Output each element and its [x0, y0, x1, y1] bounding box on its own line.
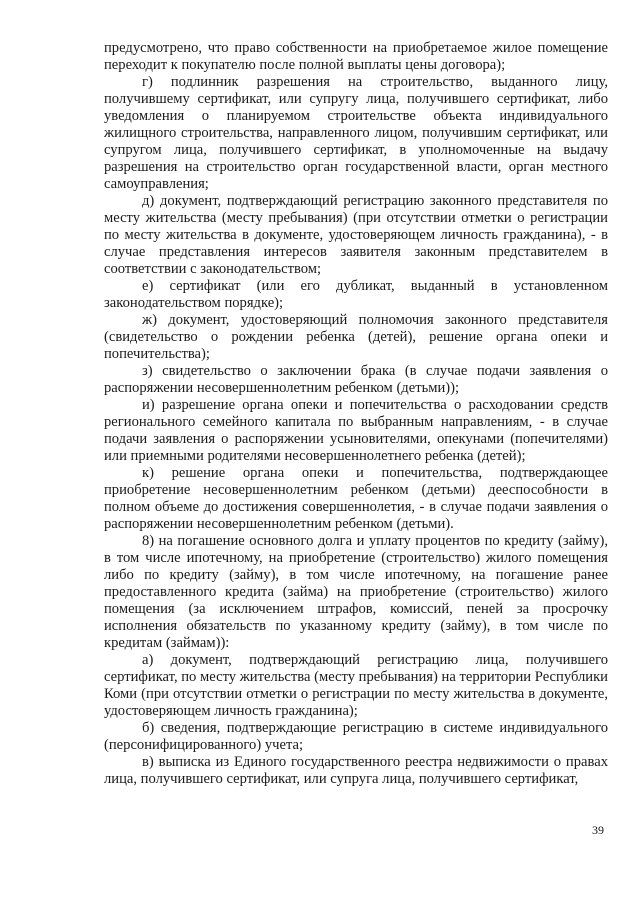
paragraph-item-d: д) документ, подтверждающий регистрацию законного представителя по месту жительства (месту пребывания) (при отсутствии отметки о регистрации по месту жительства в документе, удостоверяющем личность гражданина), - в случае представления интересов заявителя законным представителем в соответствии с законодательством; [104, 193, 608, 277]
document-page [104, 40, 608, 788]
paragraph-item-b: б) сведения, подтверждающие регистрацию в системе индивидуального (персонифицированного) учета; [104, 720, 608, 753]
paragraph-item-z: з) свидетельство о заключении брака (в случае подачи заявления о распоряжении несовершеннолетним ребенком (детьми)); [104, 363, 608, 396]
paragraph-item-k: к) решение органа опеки и попечительства, подтверждающее приобретение несовершеннолетним ребенком (детьми) дееспособности в полном объеме до достижения совершеннолетия, - в случае подачи заявления о распоряжении несовершеннолетним ребенком (детьми). [104, 465, 608, 532]
paragraph-item-i: и) разрешение органа опеки и попечительства о расходовании средств регионального семейного капитала по выбранным направлениям, - в случае подачи заявления о распоряжении усыновителями, опекунами (попечителями) или приемными родителями несовершеннолетнего ребенка (детей); [104, 397, 608, 464]
paragraph-item-8: 8) на погашение основного долга и уплату процентов по кредиту (займу), в том числе ипотечному, на приобретение (строительство) жилого помещения либо по кредиту (займу), в том числе ипотечному, на погашение ранее предоставленного кредита (займа) на приобретение (строительство) жилого помещения (за исключением штрафов, комиссий, пеней за просрочку исполнения обязательств по указанному кредиту (займу), в том числе по кредитам (займам)): [104, 533, 608, 651]
paragraph-item-zh: ж) документ, удостоверяющий полномочия законного представителя (свидетельство о рождении ребенка (детей), решение органа опеки и попечительства); [104, 312, 608, 362]
paragraph-continuation: предусмотрено, что право собственности на приобретаемое жилое помещение переходит к покупателю после полной выплаты цены договора); [104, 40, 608, 73]
paragraph-item-e: е) сертификат (или его дубликат, выданный в установленном законодательством порядке); [104, 278, 608, 311]
paragraph-item-v: в) выписка из Единого государственного реестра недвижимости о правах лица, получившего сертификат, или супруга лица, получившего сертификат, [104, 754, 608, 787]
paragraph-item-g: г) подлинник разрешения на строительство, выданного лицу, получившему сертификат, или супругу лица, получившего сертификат, либо уведомления о планируемом строительстве объекта индивидуального жилищного строительства, направленного лицом, получившим сертификат, или супругом лица, получившего сертификат, в уполномоченные на выдачу разрешения на строительство орган государственной власти, орган местного самоуправления; [104, 74, 608, 192]
page-number: 39 [592, 823, 604, 837]
paragraph-item-a: а) документ, подтверждающий регистрацию лица, получившего сертификат, по месту жительства (месту пребывания) на территории Республики Коми (при отсутствии отметки о регистрации по месту жительства в документе, удостоверяющем личность гражданина); [104, 652, 608, 719]
